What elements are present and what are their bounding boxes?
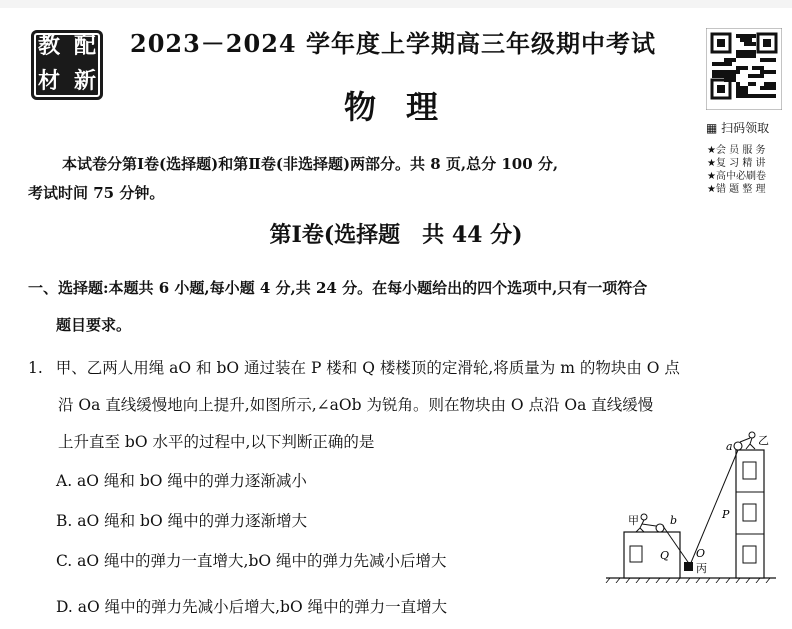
- question-line: 沿 Oa 直线缓慢地向上提升,如图所示,∠aOb 为锐角。则在物块由 O 点沿 Oa 直线缓慢: [58, 396, 654, 414]
- textbook-logo: [31, 30, 103, 100]
- question-text: 甲、乙两人用绳 aO 和 bO 通过装在 P 楼和 Q 楼楼顶的定滑轮,将质量为 m 的物块由 O 点: [55, 359, 680, 377]
- pulley-b: [656, 524, 664, 532]
- label-b: b: [670, 514, 678, 527]
- label-q: Q: [660, 549, 670, 562]
- building-p: [736, 450, 764, 578]
- pulley-a: [734, 442, 742, 450]
- top-strip: [0, 0, 792, 8]
- label-yi: 乙: [758, 434, 769, 447]
- instructions-line: 本试卷分第Ⅰ卷(选择题)和第Ⅱ卷(非选择题)两部分。共 8 页,总分 100 分,: [62, 155, 559, 173]
- service-item: ★错 题 整 理: [707, 184, 766, 195]
- exam-title: 2023－2024 学年度上学期高三年级期中考试: [130, 29, 656, 58]
- label-p: P: [722, 508, 730, 521]
- option-a[interactable]: A. aO 绳和 bO 绳中的弹力逐渐减小: [56, 472, 307, 490]
- exam-instructions: [28, 150, 698, 208]
- label-o: O: [696, 547, 706, 560]
- logo-char: 配: [73, 34, 96, 59]
- instructions-line: 考试时间 75 分钟。: [28, 184, 165, 202]
- option-c[interactable]: C. aO 绳中的弹力一直增大,bO 绳中的弹力先减小后增大: [56, 552, 447, 570]
- qr-caption: ▦ 扫码领取: [706, 121, 770, 135]
- label-bing: 丙: [696, 562, 707, 575]
- section-heading: 第Ⅰ卷(选择题 共 44 分): [269, 222, 523, 248]
- part-line: 题目要求。: [56, 316, 132, 334]
- subject-title: 物理: [344, 88, 469, 126]
- logo-char: 新: [73, 69, 96, 94]
- logo-char: 教: [37, 34, 60, 59]
- label-jia: 甲: [628, 514, 639, 527]
- option-b[interactable]: B. aO 绳和 bO 绳中的弹力逐渐增大: [56, 512, 308, 530]
- question-line: [28, 350, 788, 387]
- part-line: 一、选择题:本题共 6 小题,每小题 4 分,共 24 分。在每小题给出的四个选项中,只有一项符合: [28, 279, 648, 297]
- service-item: ★高中必刷卷: [707, 171, 766, 182]
- service-list: [707, 144, 766, 196]
- label-a: a: [726, 440, 733, 453]
- qr-code-icon[interactable]: [706, 28, 782, 110]
- logo-char: 材: [37, 69, 60, 94]
- service-item: ★复 习 精 讲: [707, 158, 766, 169]
- book-icon: ▦: [706, 121, 718, 135]
- pulley-diagram: [600, 428, 780, 583]
- part-instructions: [28, 270, 788, 344]
- question-number: 1.: [28, 359, 43, 377]
- block-bing: [684, 562, 693, 571]
- question-line: 上升直至 bO 水平的过程中,以下判断正确的是: [58, 433, 375, 451]
- option-d[interactable]: D. aO 绳中的弹力先减小后增大,bO 绳中的弹力一直增大: [56, 598, 448, 616]
- service-item: ★会 员 服 务: [707, 145, 766, 156]
